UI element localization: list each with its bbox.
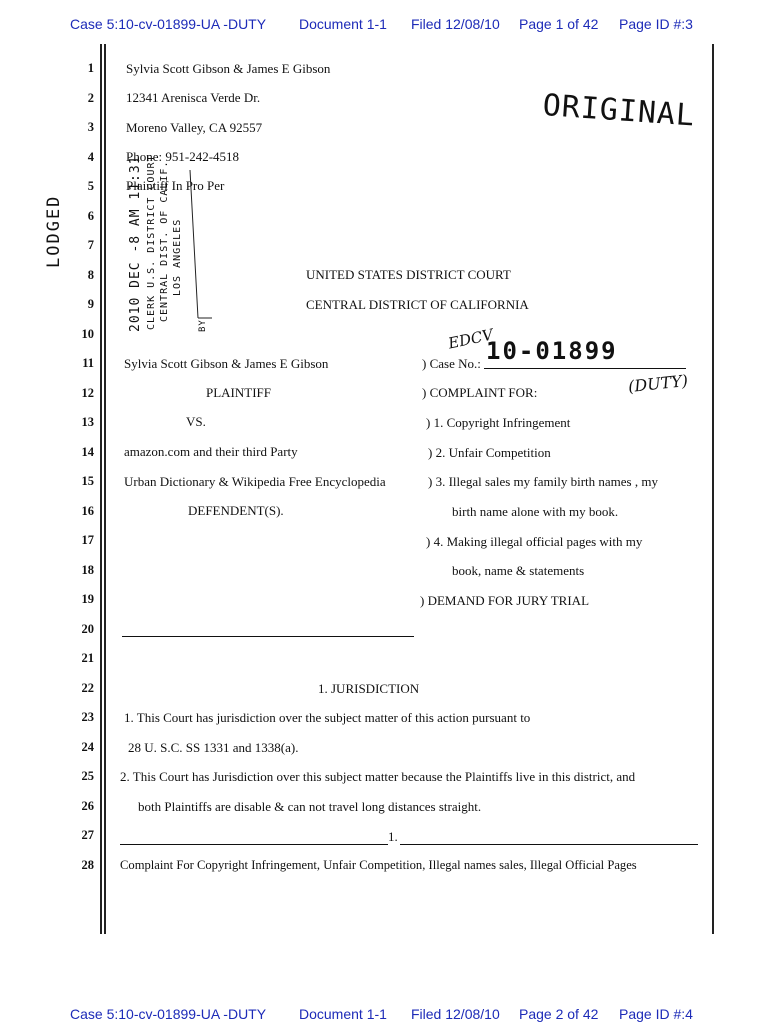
caption-plaintiff-label: PLAINTIFF bbox=[206, 385, 272, 400]
footer-title: Complaint For Copyright Infringement, Unfair Competition, Illegal names sales, Illegal Official Pages bbox=[120, 858, 637, 872]
caption-divider bbox=[122, 636, 414, 637]
line-number: 10 bbox=[81, 326, 94, 341]
line-number: 23 bbox=[81, 710, 94, 724]
line-number: 20 bbox=[81, 621, 94, 636]
claim-illegal-sales-line2: birth name alone with my book. bbox=[452, 504, 619, 519]
line-number: 11 bbox=[82, 356, 94, 370]
original-stamp: ORIGINAL bbox=[541, 88, 697, 134]
next-page-count: Page 2 of 42 bbox=[519, 1006, 599, 1022]
line-number: 19 bbox=[81, 592, 94, 606]
footer-page-number: 1. bbox=[388, 829, 398, 844]
left-margin-rule-1 bbox=[100, 44, 102, 934]
page-count-header: Page 1 of 42 bbox=[519, 16, 599, 32]
line-number: 8 bbox=[87, 267, 94, 282]
line-number: 6 bbox=[87, 208, 94, 223]
clerk-stamp-line2: CENTRAL DIST. OF CALIF. bbox=[159, 160, 170, 322]
duty-handwriting: (DUTY) bbox=[627, 370, 689, 397]
claim-unfair-competition: ) 2. Unfair Competition bbox=[428, 445, 551, 460]
next-document-number: Document 1-1 bbox=[299, 1006, 387, 1022]
line-number: 22 bbox=[81, 680, 94, 695]
line-number: 4 bbox=[87, 149, 94, 164]
line-number: 24 bbox=[81, 739, 94, 754]
caption-defendant-label: DEFENDENT(S). bbox=[188, 503, 284, 518]
lodged-stamp: LODGED bbox=[44, 194, 64, 268]
paragraph-2-line1: 2. This Court has Jurisdiction over this subject matter because the Plaintiffs live in this district, and bbox=[120, 769, 636, 784]
left-margin-rule-2 bbox=[104, 44, 106, 934]
paragraph-1-line1: 1. This Court has jurisdiction over the subject matter of this action pursuant to bbox=[124, 710, 531, 725]
court-district: CENTRAL DISTRICT OF CALIFORNIA bbox=[306, 297, 529, 312]
case-no-label: ) Case No.: bbox=[422, 356, 481, 371]
plaintiff-names: Sylvia Scott Gibson & James E Gibson bbox=[126, 61, 331, 76]
section-title: 1. JURISDICTION bbox=[318, 681, 420, 696]
caption-vs: VS. bbox=[186, 414, 206, 429]
line-number: 5 bbox=[87, 179, 94, 193]
plaintiff-city: Moreno Valley, CA 92557 bbox=[126, 120, 263, 135]
next-page-header bbox=[70, 1006, 760, 1026]
claim-copyright: ) 1. Copyright Infringement bbox=[426, 415, 571, 430]
line-number: 17 bbox=[81, 533, 94, 547]
stamp-initial: BY bbox=[198, 319, 208, 332]
line-number: 16 bbox=[81, 503, 94, 518]
case-number-header: Case 5:10-cv-01899-UA -DUTY bbox=[70, 16, 267, 32]
document-number-header: Document 1-1 bbox=[299, 16, 387, 32]
claim-illegal-sales-line1: ) 3. Illegal sales my family birth names , my bbox=[428, 474, 658, 489]
paragraph-1-line2: 28 U. S.C. SS 1331 and 1338(a). bbox=[128, 740, 299, 755]
caption-plaintiffs: Sylvia Scott Gibson & James E Gibson bbox=[124, 356, 329, 371]
footer-rule-left bbox=[120, 844, 388, 845]
caption-defendant-line1: amazon.com and their third Party bbox=[124, 444, 298, 459]
caption-defendant-line2: Urban Dictionary & Wikipedia Free Encyclopedia bbox=[124, 474, 386, 489]
line-number: 27 bbox=[81, 828, 94, 842]
next-case-number: Case 5:10-cv-01899-UA -DUTY bbox=[70, 1006, 267, 1022]
edcv-handwriting: EDCV bbox=[446, 325, 495, 353]
paragraph-2-line2: both Plaintiffs are disable & can not travel long distances straight. bbox=[138, 799, 482, 814]
line-number: 13 bbox=[81, 415, 94, 429]
clerk-stamp-line1: CLERK U.S. DISTRICT COURT bbox=[146, 154, 157, 330]
footer-rule-right bbox=[400, 844, 698, 845]
line-number: 2 bbox=[87, 90, 94, 105]
line-number: 21 bbox=[81, 651, 94, 665]
line-number: 3 bbox=[87, 120, 94, 134]
filed-date-header: Filed 12/08/10 bbox=[411, 16, 500, 32]
line-number: 26 bbox=[81, 798, 94, 813]
line-number: 12 bbox=[81, 385, 94, 400]
case-number-underline bbox=[484, 368, 686, 369]
clerk-stamp-line3: LOS ANGELES bbox=[172, 218, 183, 296]
next-page-id: Page ID #:4 bbox=[619, 1006, 693, 1022]
complaint-for-label: ) COMPLAINT FOR: bbox=[422, 385, 538, 400]
jury-demand: ) DEMAND FOR JURY TRIAL bbox=[420, 593, 590, 608]
line-number: 25 bbox=[81, 769, 94, 783]
line-number: 7 bbox=[87, 238, 94, 252]
case-number-stamp: 10-01899 bbox=[486, 337, 618, 365]
line-number: 18 bbox=[81, 562, 94, 577]
next-filed-date: Filed 12/08/10 bbox=[411, 1006, 500, 1022]
plaintiff-status: Plaintiff In Pro Per bbox=[126, 178, 225, 193]
filing-header bbox=[70, 16, 760, 36]
plaintiff-phone: Phone: 951-242-4518 bbox=[126, 149, 240, 164]
claim-official-pages-line2: book, name & statements bbox=[452, 563, 585, 578]
plaintiff-address: 12341 Arenisca Verde Dr. bbox=[126, 90, 261, 105]
claim-official-pages-line1: ) 4. Making illegal official pages with my bbox=[426, 534, 643, 549]
line-number: 15 bbox=[81, 474, 94, 488]
line-number: 1 bbox=[87, 61, 94, 75]
page-id-header: Page ID #:3 bbox=[619, 16, 693, 32]
line-number: 14 bbox=[81, 444, 94, 459]
court-name: UNITED STATES DISTRICT COURT bbox=[306, 267, 511, 282]
line-number: 9 bbox=[87, 297, 94, 311]
date-stamp: 2010 DEC -8 AM 11:31 bbox=[128, 155, 143, 332]
right-margin-rule bbox=[712, 44, 714, 934]
line-number: 28 bbox=[81, 857, 94, 872]
